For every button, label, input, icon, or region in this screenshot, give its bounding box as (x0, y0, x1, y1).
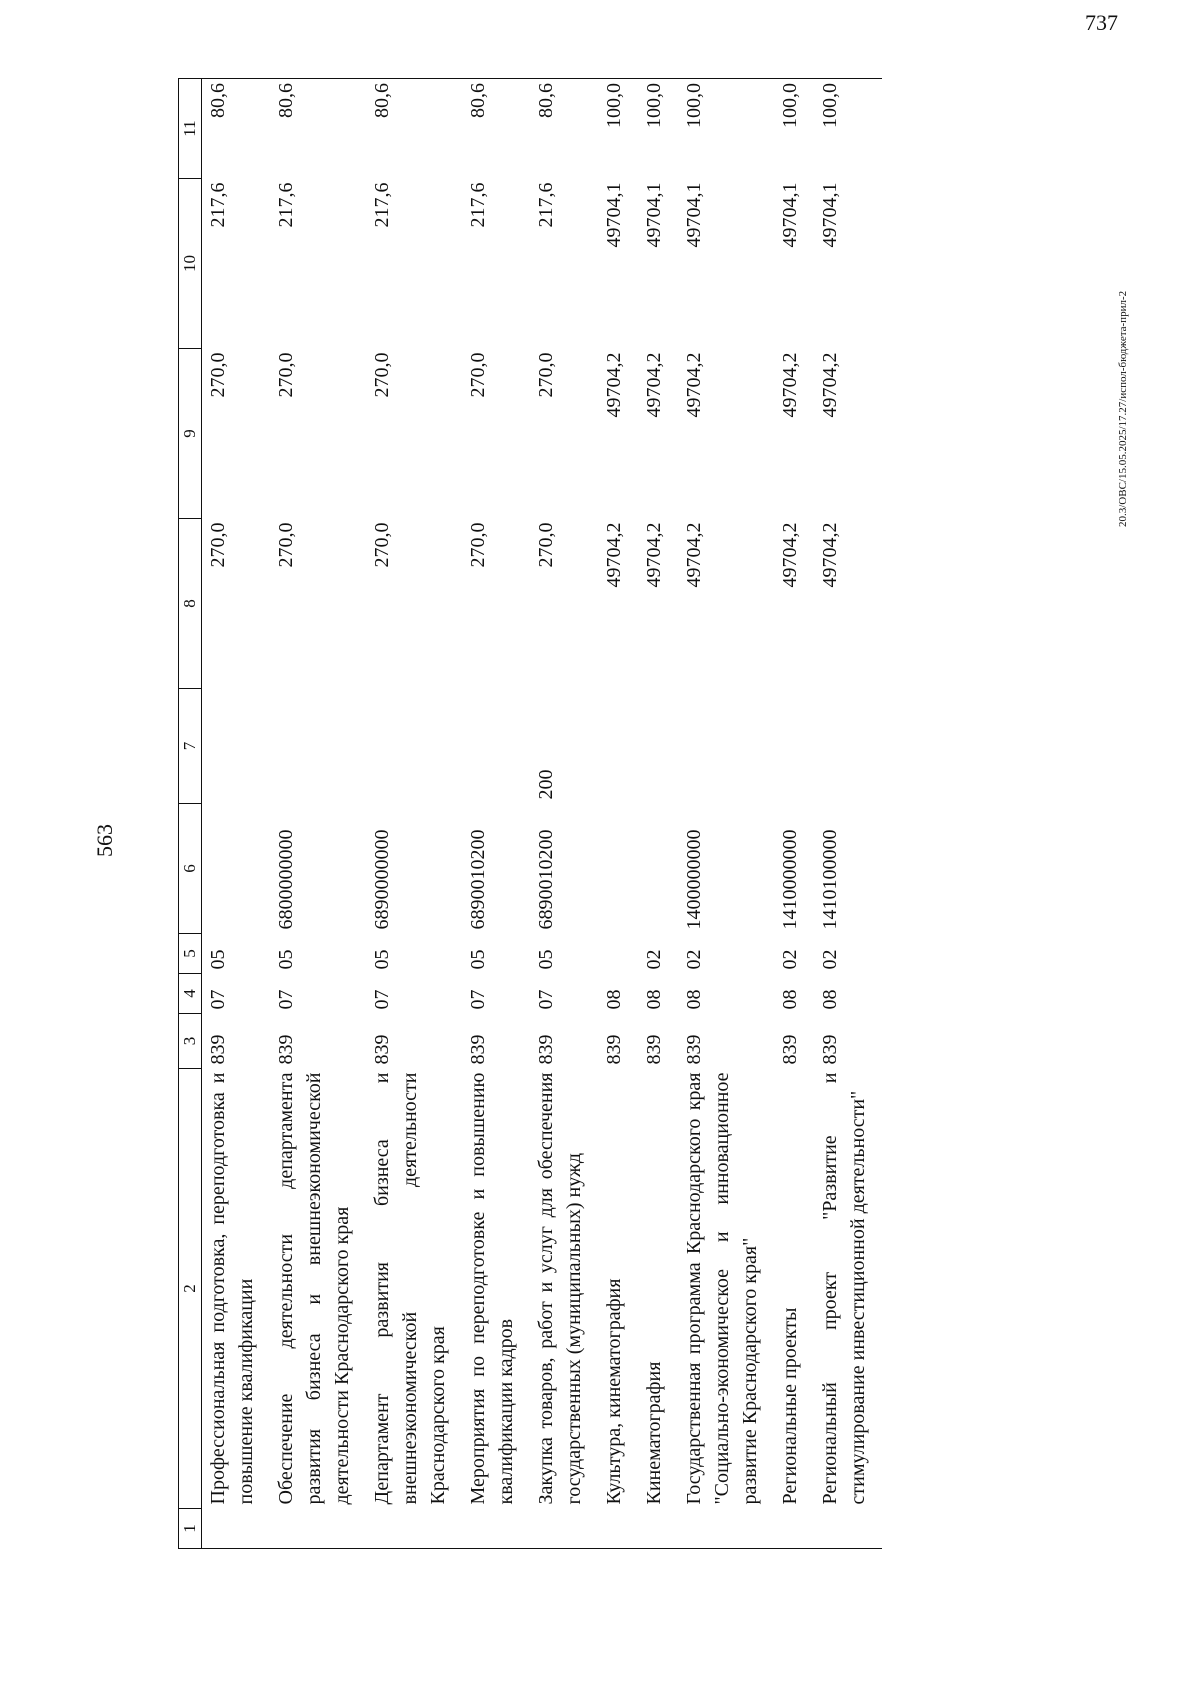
header-col-11: 11 (179, 79, 202, 179)
cell-c11: 80,6 (462, 79, 530, 179)
cell-c10: 217,6 (371, 182, 393, 228)
cell-c11: 100,0 (678, 79, 774, 179)
cell-c11: 80,6 (366, 79, 462, 179)
header-col-3: 3 (179, 1014, 202, 1069)
cell-c4: 08 (779, 989, 801, 1010)
header-col-9: 9 (179, 349, 202, 519)
cell-c3: 839 (603, 1034, 625, 1065)
cell-c7 (462, 689, 530, 804)
cell-c5: 05 (371, 949, 393, 970)
cell-name: Профессиональная подготовка, переподготовка и повышение квалификации (207, 1072, 257, 1505)
cell-c6 (598, 804, 638, 934)
cell-c4: 07 (371, 989, 393, 1010)
cell-c3: 839 (683, 1034, 705, 1065)
table-row (814, 79, 882, 1549)
cell-c4: 07 (275, 989, 297, 1010)
cell-c5: 02 (819, 949, 841, 970)
cell-c10: 217,6 (535, 182, 557, 228)
cell-col-1 (814, 1509, 882, 1549)
cell-c5: 02 (779, 949, 801, 970)
cell-c11: 100,0 (774, 79, 814, 179)
cell-c4: 07 (207, 989, 229, 1010)
cell-c5: 05 (535, 949, 557, 970)
cell-c10: 49704,1 (683, 182, 705, 248)
cell-c6: 1410100000 (819, 829, 841, 930)
cell-c11: 100,0 (638, 79, 678, 179)
cell-col-1 (678, 1509, 774, 1549)
cell-col-1 (530, 1509, 598, 1549)
cell-c6 (638, 804, 678, 934)
cell-c7 (678, 689, 774, 804)
cell-c10: 49704,1 (603, 182, 625, 248)
cell-c3: 839 (275, 1034, 297, 1065)
cell-c6: 1400000000 (683, 829, 705, 930)
cell-name: Закупка товаров, работ и услуг для обеспечения государственных (муниципальных) нужд (535, 1072, 585, 1505)
header-col-1: 1 (179, 1509, 202, 1549)
cell-c6: 6890010200 (535, 829, 557, 930)
cell-c11: 100,0 (598, 79, 638, 179)
cell-c8: 270,0 (275, 522, 297, 568)
cell-c4: 08 (603, 989, 625, 1010)
cell-c3: 839 (535, 1034, 557, 1065)
cell-c10: 217,6 (467, 182, 489, 228)
cell-name: Культура, кинематография (603, 1278, 625, 1505)
cell-c8: 49704,2 (603, 522, 625, 588)
header-col-7: 7 (179, 689, 202, 804)
cell-c7 (774, 689, 814, 804)
table-row (462, 79, 530, 1549)
cell-c3: 839 (371, 1034, 393, 1065)
cell-c7: 200 (535, 769, 557, 800)
cell-c4: 08 (683, 989, 705, 1010)
cell-c9: 49704,2 (683, 352, 705, 418)
cell-c5: 05 (207, 949, 229, 970)
cell-col-1 (202, 1509, 271, 1549)
cell-col-1 (598, 1509, 638, 1549)
cell-c6: 1410000000 (779, 829, 801, 930)
cell-c7 (366, 689, 462, 804)
cell-c5: 02 (683, 949, 705, 970)
cell-c10: 49704,1 (643, 182, 665, 248)
cell-c9: 270,0 (535, 352, 557, 398)
cell-c7 (598, 689, 638, 804)
cell-c10: 217,6 (275, 182, 297, 228)
table-row (270, 79, 366, 1549)
header-col-5: 5 (179, 934, 202, 974)
cell-c11: 80,6 (530, 79, 598, 179)
header-col-6: 6 (179, 804, 202, 934)
cell-c7 (814, 689, 882, 804)
cell-c9: 49704,2 (643, 352, 665, 418)
cell-c3: 839 (207, 1034, 229, 1065)
cell-c9: 49704,2 (779, 352, 801, 418)
header-col-10: 10 (179, 179, 202, 349)
cell-name: Департамент развития бизнеса и внешнеэкономической деятельности Краснодарского края (371, 1072, 449, 1505)
cell-col-1 (638, 1509, 678, 1549)
cell-name: Кинематография (643, 1361, 665, 1505)
cell-col-1 (462, 1509, 530, 1549)
cell-c8: 270,0 (371, 522, 393, 568)
cell-c8: 270,0 (207, 522, 229, 568)
header-col-2: 2 (179, 1069, 202, 1509)
cell-c3: 839 (467, 1034, 489, 1065)
cell-c10: 49704,1 (779, 182, 801, 248)
cell-c10: 49704,1 (819, 182, 841, 248)
cell-name: Региональные проекты (779, 1307, 801, 1505)
cell-c5: 05 (275, 949, 297, 970)
cell-c6 (202, 804, 271, 934)
cell-c5 (598, 934, 638, 974)
page-number: 563 (92, 824, 117, 857)
header-col-4: 4 (179, 974, 202, 1014)
document-reference: 20.3/ОВС/15.05.2025/17.27/испол-бюджета-прил-2 (1117, 290, 1129, 527)
cell-col-1 (270, 1509, 366, 1549)
cell-c9: 270,0 (467, 352, 489, 398)
table-body (202, 79, 883, 1549)
cell-c11: 100,0 (814, 79, 882, 179)
cell-c9: 270,0 (275, 352, 297, 398)
cell-c5: 05 (467, 949, 489, 970)
cell-c10: 217,6 (207, 182, 229, 228)
cell-c6: 6890010200 (467, 829, 489, 930)
cell-c7 (638, 689, 678, 804)
cell-c4: 08 (819, 989, 841, 1010)
cell-c7 (270, 689, 366, 804)
cell-c4: 08 (643, 989, 665, 1010)
cell-c3: 839 (643, 1034, 665, 1065)
scan-page-number: 737 (1085, 10, 1118, 35)
cell-col-1 (774, 1509, 814, 1549)
cell-c8: 49704,2 (643, 522, 665, 588)
cell-name: Мероприятия по переподготовке и повышению квалификации кадров (467, 1072, 517, 1505)
table-row (530, 79, 598, 1549)
table-row (678, 79, 774, 1549)
cell-name: Обеспечение деятельности департамента развития бизнеса и внешнеэкономической деятельности Краснодарского края (275, 1072, 353, 1505)
table-row (366, 79, 462, 1549)
table-row (774, 79, 814, 1549)
cell-c9: 270,0 (207, 352, 229, 398)
cell-c8: 49704,2 (779, 522, 801, 588)
cell-c3: 839 (779, 1034, 801, 1065)
cell-c8: 49704,2 (819, 522, 841, 588)
cell-c6: 6890000000 (371, 829, 393, 930)
budget-table (178, 78, 882, 1549)
cell-c8: 49704,2 (683, 522, 705, 588)
cell-c4: 07 (535, 989, 557, 1010)
cell-c8: 270,0 (535, 522, 557, 568)
cell-name: Государственная программа Краснодарского края "Социально-экономическое и инновационное развитие Краснодарского края" (683, 1072, 761, 1505)
cell-c7 (202, 689, 271, 804)
table-header-row (179, 79, 202, 1549)
table-row (598, 79, 638, 1549)
table-row (202, 79, 271, 1549)
cell-name: Региональный проект "Развитие и стимулирование инвестиционной деятельности" (819, 1072, 869, 1505)
cell-c11: 80,6 (270, 79, 366, 179)
cell-c6: 6800000000 (275, 829, 297, 930)
cell-col-1 (366, 1509, 462, 1549)
header-col-8: 8 (179, 519, 202, 689)
cell-c9: 49704,2 (603, 352, 625, 418)
cell-c11: 80,6 (202, 79, 271, 179)
cell-c4: 07 (467, 989, 489, 1010)
cell-c9: 49704,2 (819, 352, 841, 418)
table-row (638, 79, 678, 1549)
cell-c5: 02 (643, 949, 665, 970)
cell-c8: 270,0 (467, 522, 489, 568)
cell-c3: 839 (819, 1034, 841, 1065)
cell-c9: 270,0 (371, 352, 393, 398)
